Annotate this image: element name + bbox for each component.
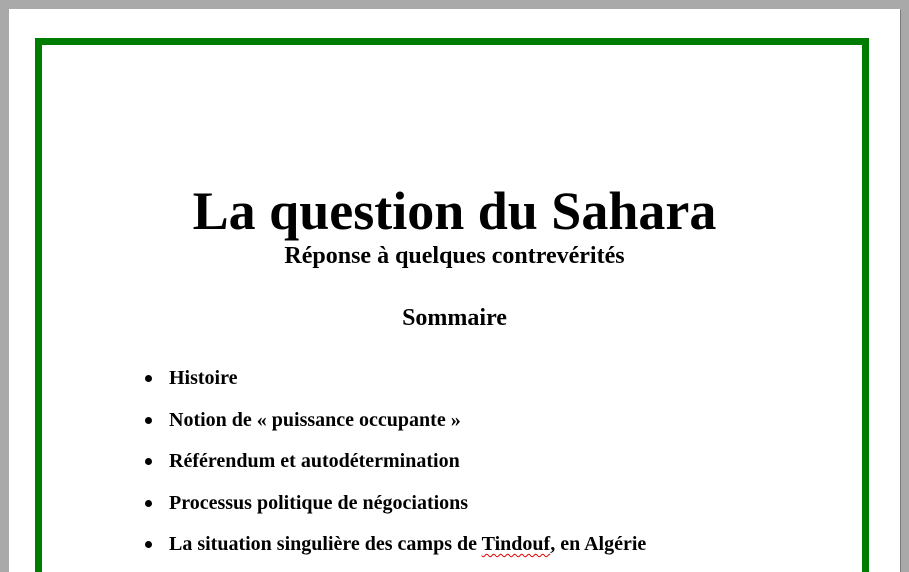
spellcheck-flagged-word[interactable]: Tindouf — [481, 533, 551, 555]
list-item-text-after: , en Algérie — [550, 533, 647, 555]
list-item — [169, 365, 646, 407]
list-item — [169, 531, 646, 572]
document-page[interactable] — [9, 9, 900, 572]
summary-heading: Sommaire — [402, 305, 507, 331]
bullet-icon — [145, 541, 152, 548]
list-item-label: Histoire — [169, 367, 238, 389]
list-item-label — [169, 533, 646, 555]
list-item-label: Processus politique de négociations — [169, 491, 469, 514]
bullet-icon — [145, 417, 152, 424]
list-item — [169, 490, 646, 532]
bullet-icon — [145, 375, 152, 382]
list-item-label: Référendum et autodétermination — [169, 450, 460, 472]
list-item-text-before: La situation singulière des camps de — [169, 533, 482, 555]
list-item — [169, 407, 646, 449]
list-item-label: Notion de « puissance occupante » — [169, 408, 461, 431]
list-item — [169, 448, 646, 490]
summary-list — [169, 365, 646, 572]
document-subtitle: Réponse à quelques contrevérités — [284, 243, 625, 269]
document-title: La question du Sahara — [192, 181, 717, 241]
bullet-icon — [145, 500, 152, 507]
bullet-icon — [145, 458, 152, 465]
